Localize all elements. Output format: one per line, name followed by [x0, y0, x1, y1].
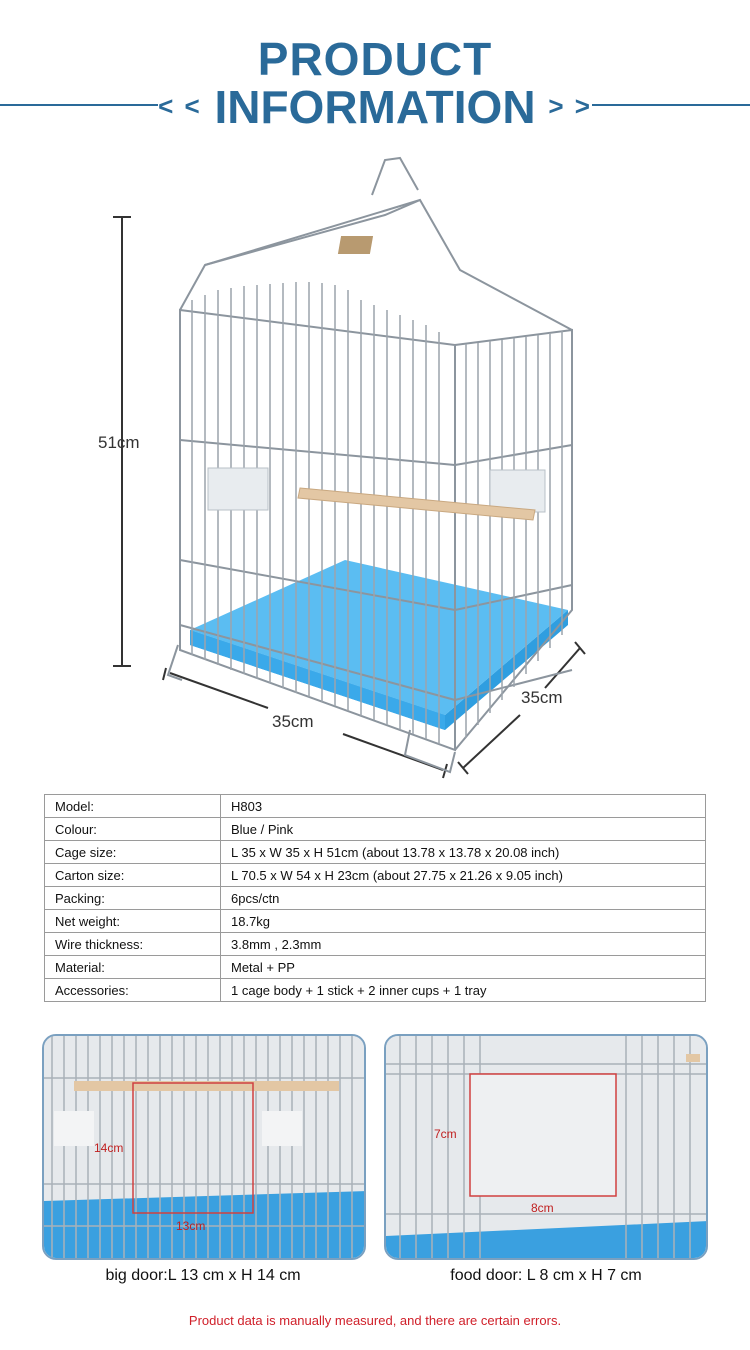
spec-key: Material: — [45, 956, 221, 979]
inner-cup-right — [490, 470, 545, 512]
table-row — [45, 910, 706, 933]
title-rule-left — [0, 104, 158, 106]
big-door-width-label: 13cm — [176, 1219, 206, 1233]
spec-value: Metal + PP — [221, 956, 706, 979]
spec-table — [44, 794, 706, 1002]
depth-label: 35cm — [521, 688, 563, 707]
width-label: 35cm — [272, 712, 314, 731]
title-rule-right — [592, 104, 750, 106]
spec-key: Packing: — [45, 887, 221, 910]
table-row — [45, 933, 706, 956]
cup-detail-left — [54, 1111, 94, 1146]
chevron-left-icon: < < — [158, 91, 202, 121]
title-product: PRODUCT — [257, 33, 493, 85]
spec-key: Net weight: — [45, 910, 221, 933]
big-door-caption: big door:L 13 cm x H 14 cm — [105, 1267, 301, 1284]
spec-value: L 35 x W 35 x H 51cm (about 13.78 x 13.78 x 20.08 inch) — [221, 841, 706, 864]
title-information — [158, 80, 592, 134]
spec-value: 3.8mm , 2.3mm — [221, 933, 706, 956]
table-row — [45, 795, 706, 818]
table-row — [45, 956, 706, 979]
big-door-image — [44, 1036, 366, 1260]
big-door-height-label: 14cm — [94, 1141, 124, 1155]
spec-key: Cage size: — [45, 841, 221, 864]
spec-value: 6pcs/ctn — [221, 887, 706, 910]
cage-illustration — [0, 140, 750, 790]
table-row — [45, 887, 706, 910]
chevron-right-icon: > > — [548, 91, 592, 121]
spec-key: Colour: — [45, 818, 221, 841]
table-row — [45, 864, 706, 887]
table-row — [45, 841, 706, 864]
height-label: 51cm — [98, 433, 140, 452]
spec-key: Wire thickness: — [45, 933, 221, 956]
food-door-height-label: 7cm — [434, 1127, 457, 1141]
spec-value: H803 — [221, 795, 706, 818]
perch-end-detail — [686, 1054, 700, 1062]
cage-image — [0, 140, 750, 790]
spec-key: Accessories: — [45, 979, 221, 1002]
title-row — [0, 80, 750, 133]
tray-top — [190, 560, 568, 715]
food-door-caption: food door: L 8 cm x H 7 cm — [450, 1267, 642, 1284]
spec-key: Carton size: — [45, 864, 221, 887]
spec-value: Blue / Pink — [221, 818, 706, 841]
measurement-disclaimer: Product data is manually measured, and there are certain errors. — [188, 1313, 562, 1328]
food-door-image — [386, 1036, 708, 1260]
page-header — [0, 28, 750, 138]
roof-hatch — [338, 236, 373, 254]
table-row — [45, 818, 706, 841]
big-door-detail — [42, 1034, 366, 1260]
title-information-text: INFORMATION — [214, 81, 536, 133]
spec-key: Model: — [45, 795, 221, 818]
spec-value: L 70.5 x W 54 x H 23cm (about 27.75 x 21.26 x 9.05 inch) — [221, 864, 706, 887]
spec-value: 1 cage body + 1 stick + 2 inner cups + 1 tray — [221, 979, 706, 1002]
table-row — [45, 979, 706, 1002]
cup-detail-right — [262, 1111, 302, 1146]
inner-cup-left — [208, 468, 268, 510]
food-door-detail — [384, 1034, 708, 1260]
food-door-outline — [470, 1074, 616, 1196]
food-door-width-label: 8cm — [531, 1201, 554, 1215]
spec-value: 18.7kg — [221, 910, 706, 933]
